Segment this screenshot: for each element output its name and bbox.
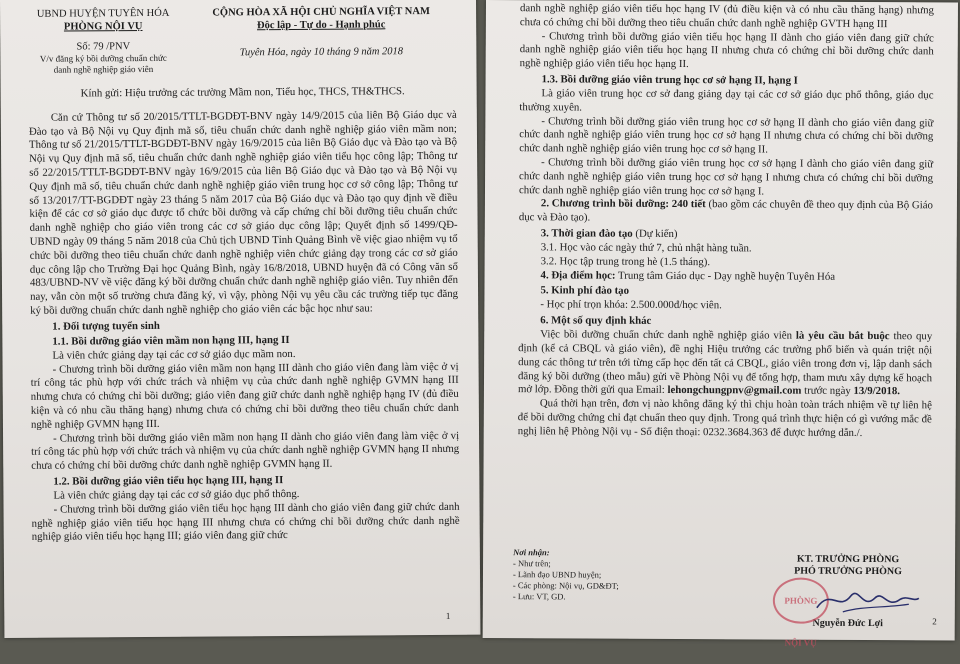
intro-paragraph: Căn cứ Thông tư số 20/2015/TTLT-BGDĐT-BNV ngày 14/9/2015 của liên Bộ Giáo dục và Đào tạo và Bộ Nội vụ Quy định mã số, tiêu chuẩn chức danh nghề nghiệp giáo viên mầm non; Thông tư số 21/2015/TTLT-BGDĐT-BNV ngày 16/9/2015 của liên Bộ Giáo dục và Đào tạo và Bộ Nội vụ Quy định mã số, tiêu chuẩn chức danh nghề nghiệp giáo viên tiểu học công lập; Thông tư số 22/2015/TTLT-BGDĐT-BNV ngày 16/9/2015 của liên Bộ Giáo dục và Đào tạo và Bộ Nội vụ Quy định mã số, tiêu chuẩn chức danh nghề nghiệp giáo viên trung học cơ sở công lập; Thông tư số 13/2017/TT-BGDĐT ngày 23 tháng 5 năm 2017 của Bộ Giáo dục và Đào tạo quy định về điều kiện để các cơ sở giáo dục được tổ chức bồi dưỡng và cấp chứng chỉ bồi dưỡng tiêu chuẩn chức danh nghề nghiệp cho giáo viên trong các cơ sở giáo dục công lập; Quyết định số 1499/QĐ-UBND ngày 09 tháng 5 năm 2018 của Chủ tịch UBND Tỉnh Quảng Bình về việc giao nhiệm vụ tổ chức bồi dưỡng theo tiêu chuẩn chức danh nghề nghiệp viên chức giảng dạy trong các cơ sở giáo dục công lập cho Trường Đại học Quảng Bình, ngày 16/8/2018, UBND huyện đã có Công văn số 483/UBND-NV về việc đăng ký bồi dưỡng chuẩn chức danh nghề nghiệp giáo viên. Tuy nhiên đến nay, vẫn còn một số trường chưa đăng ký, vì vậy, phòng Nội vụ yêu cầu các trường tiếp tục đăng ký bồi dưỡng chuẩn chức danh nghề nghiệp cho giáo viên các bậc học như sau:	[28, 108, 459, 317]
signer-title-1: KT. TRƯỞNG PHÒNG	[796, 553, 900, 566]
recipient-item: - Lãnh đạo UBND huyện;	[512, 569, 602, 580]
page-number: 1	[445, 610, 451, 621]
recipients-block	[513, 547, 619, 603]
section-1-1-heading: 1.1. Bồi dưỡng giáo viên mầm non hạng III, hạng II	[52, 333, 290, 348]
paragraph: - Chương trình bồi dưỡng giáo viên mầm non hạng III dành cho giáo viên đang làm việc ở vị trí công tác phù hợp với chức trách và nhiệm vụ của chức danh nghề nghiệp GVMN hạng III nhưng chưa có chứng chỉ bồi dưỡng; giáo viên đang giữ chức danh nghề nghiệp hạng IV (đủ điều kiện và có nhu cầu thăng hạng) nhưng chưa có chứng chỉ bồi dưỡng theo tiêu chuẩn chức danh nghề nghiệp GVMN hạng III.	[30, 360, 459, 431]
section-2-paragraph	[519, 198, 933, 228]
paragraph: Là giáo viên trung học cơ sở đang giảng dạy tại các cơ sở giáo dục phổ thông, giáo dục thường xuyên.	[519, 87, 934, 114]
section-1-2-heading: 1.2. Bồi dưỡng giáo viên tiểu học hạng III, hạng II	[53, 473, 284, 488]
agency-line-2: PHÒNG NỘI VỤ	[63, 21, 143, 33]
section-6-paragraph	[518, 328, 932, 399]
paragraph: 3.1. Học vào các ngày thứ 7, chủ nhật hàng tuần.	[540, 241, 752, 255]
agency-line-1: UBND HUYỆN TUYÊN HÓA	[36, 7, 170, 20]
paragraph: - Chương trình bồi dưỡng giáo viên tiểu học hạng III dành cho giáo viên đang giữ chức danh nghề nghiệp giáo viên tiểu học hạng III nhưng chưa có chứng chỉ bồi dưỡng chức danh nghề nghiệp giáo viên tiểu học hạng III; giáo viên đang giữ chức	[31, 500, 460, 544]
section-2-heading: 2. Chương trình bồi dưỡng: 240 tiết	[540, 197, 706, 211]
document-page-1	[0, 0, 480, 638]
recipient-item: - Các phòng: Nội vụ, GD&ĐT;	[512, 580, 619, 591]
stamp-text: PHÒNG NỘI VỤ	[784, 595, 818, 648]
section-1-heading: 1. Đối tượng tuyển sinh	[52, 319, 160, 333]
document-page-2	[483, 0, 958, 648]
section-6-heading: 6. Một số quy định khác	[540, 314, 652, 328]
place-date: Tuyên Hóa, ngày 10 tháng 9 năm 2018	[239, 46, 404, 59]
document-header	[28, 5, 456, 76]
section-2-text: (bao gồm các chuyên đề theo quy định của Bộ Giáo dục và Đào tạo).	[518, 198, 933, 224]
paragraph: - Chương trình bồi dưỡng giáo viên tiểu học hạng II dành cho giáo viên đang giữ chức danh nghề nghiệp giáo viên tiểu học hạng II nhưng chưa có chứng chỉ bồi dưỡng chức danh nghề nghiệp giáo viên tiểu học hạng II.	[519, 29, 934, 71]
document-number: Số: 79 /PNV	[76, 41, 131, 53]
section-3-heading	[519, 226, 933, 242]
paragraph: Là viên chức giảng dạy tại các cơ sở giáo dục phổ thông.	[53, 487, 300, 502]
paragraph: - Học phí trọn khóa: 2.500.000đ/học viên.	[540, 298, 722, 312]
text: Việc bồi dưỡng chuẩn chức danh nghề nghiệp giáo viên	[540, 328, 796, 342]
recipients-title: Nơi nhận:	[513, 547, 550, 558]
paragraph: - Chương trình bồi dưỡng giáo viên trung học cơ sở hạng I dành cho giáo viên đang giữ chức danh nghề nghiệp giáo viên trung học cơ sở hạng I nhưng chưa có chứng chỉ bồi dưỡng chức danh nghề nghiệp giáo viên trung học cơ sở hạng I.	[518, 156, 934, 198]
signature-block	[763, 553, 933, 648]
signer-name: Nguyễn Đức Lợi	[812, 617, 883, 630]
national-heading	[186, 5, 456, 75]
paragraph: danh nghề nghiệp giáo viên tiểu học hạng IV (đủ điều kiện và có nhu cầu thăng hạng) nhưng chưa có chứng chỉ bồi dưỡng theo tiêu chuẩn chức danh nghề nghiệp GVTH hạng III	[519, 2, 934, 30]
paragraph: 3.2. Học tập trung trong hè (1.5 tháng).	[540, 255, 711, 268]
section-4-heading: 4. Địa điểm học:	[540, 268, 616, 282]
country-name: CỘNG HÒA XÃ HỘI CHỦ NGHĨA VIỆT NAM	[212, 5, 430, 19]
section-4-paragraph	[519, 269, 933, 285]
text: trước ngày	[801, 384, 854, 398]
section-4-text: Trung tâm Giáo dục - Dạy nghề huyện Tuyên Hóa	[615, 269, 836, 283]
recipient-item: - Như trên;	[513, 558, 551, 569]
issuing-agency	[28, 7, 178, 76]
section-5-heading: 5. Kinh phí đào tạo	[540, 284, 630, 298]
signer-title-2: PHÓ TRƯỞNG PHÒNG	[794, 565, 902, 578]
section-3-note: (Dự kiến)	[632, 227, 678, 240]
page-number: 2	[932, 616, 937, 627]
subject-line-1: V/v đăng ký bồi dưỡng chuẩn chức	[39, 52, 167, 64]
addressee: Kính gửi: Hiệu trưởng các trường Mầm non, Tiểu học, THCS, TH&THCS.	[80, 85, 405, 100]
section-1-3-heading: 1.3. Bồi dưỡng giáo viên trung học cơ sở hạng II, hạng I	[541, 73, 798, 87]
section-3-title: 3. Thời gian đào tạo	[540, 227, 633, 240]
text: theo quy định (kể cả CBQL và giáo viên), đề nghị Hiệu trưởng các trường phổ biến và quán triệt nội dung các thông tư trên tới từng cấp học đến tất cả CBQL, giáo viên trong đơn vị, lập danh sách đăng ký bồi dưỡng (theo mẫu) gửi về Phòng Nội vụ để tổng hợp, tham mưu xây dựng kế hoạch mở lớp. Đồng thời gửi qua Email:	[517, 330, 933, 397]
paragraph: Là viên chức giảng dạy tại các cơ sở giáo dục mầm non.	[52, 347, 296, 362]
handwritten-signature	[813, 582, 923, 617]
recipient-item: - Lưu: VT, GD.	[512, 591, 566, 602]
paragraph: - Chương trình bồi dưỡng giáo viên mầm non hạng II dành cho giáo viên đang làm việc ở vị trí công tác phù hợp với chức trách và nhiệm vụ của chức danh nghề nghiệp GVMN hạng II nhưng chưa có chứng chỉ bồi dưỡng chức danh nghề nghiệp GVMN hạng II.	[31, 429, 460, 472]
national-motto: Độc lập - Tự do - Hạnh phúc	[256, 19, 386, 32]
subject-line-2: danh nghề nghiệp giáo viên	[53, 63, 154, 75]
deadline-date: 13/9/2018.	[853, 385, 901, 398]
email-address: lehongchungpnv@gmail.com	[667, 384, 802, 397]
paragraph: Quá thời hạn trên, đơn vị nào không đăng ký thì chịu hoàn toàn trách nhiệm về tự liên hệ để bồi dưỡng chứng chỉ đạt chuẩn theo quy định. Trong quá trình thực hiện có gì vướng mắc đề nghị liên hệ Phòng Nội vụ - Số điện thoại: 0232.3684.363 để được hướng dẫn./.	[517, 397, 932, 439]
emphasis: là yêu cầu bắt buộc	[795, 329, 890, 343]
paragraph: - Chương trình bồi dưỡng giáo viên trung học cơ sở hạng II dành cho giáo viên đang giữ chức danh nghề nghiệp giáo viên trung học cơ sở hạng II nhưng chưa có chứng chỉ bồi dưỡng chức danh nghề nghiệp giáo viên trung học cơ sở hạng II.	[519, 114, 934, 156]
